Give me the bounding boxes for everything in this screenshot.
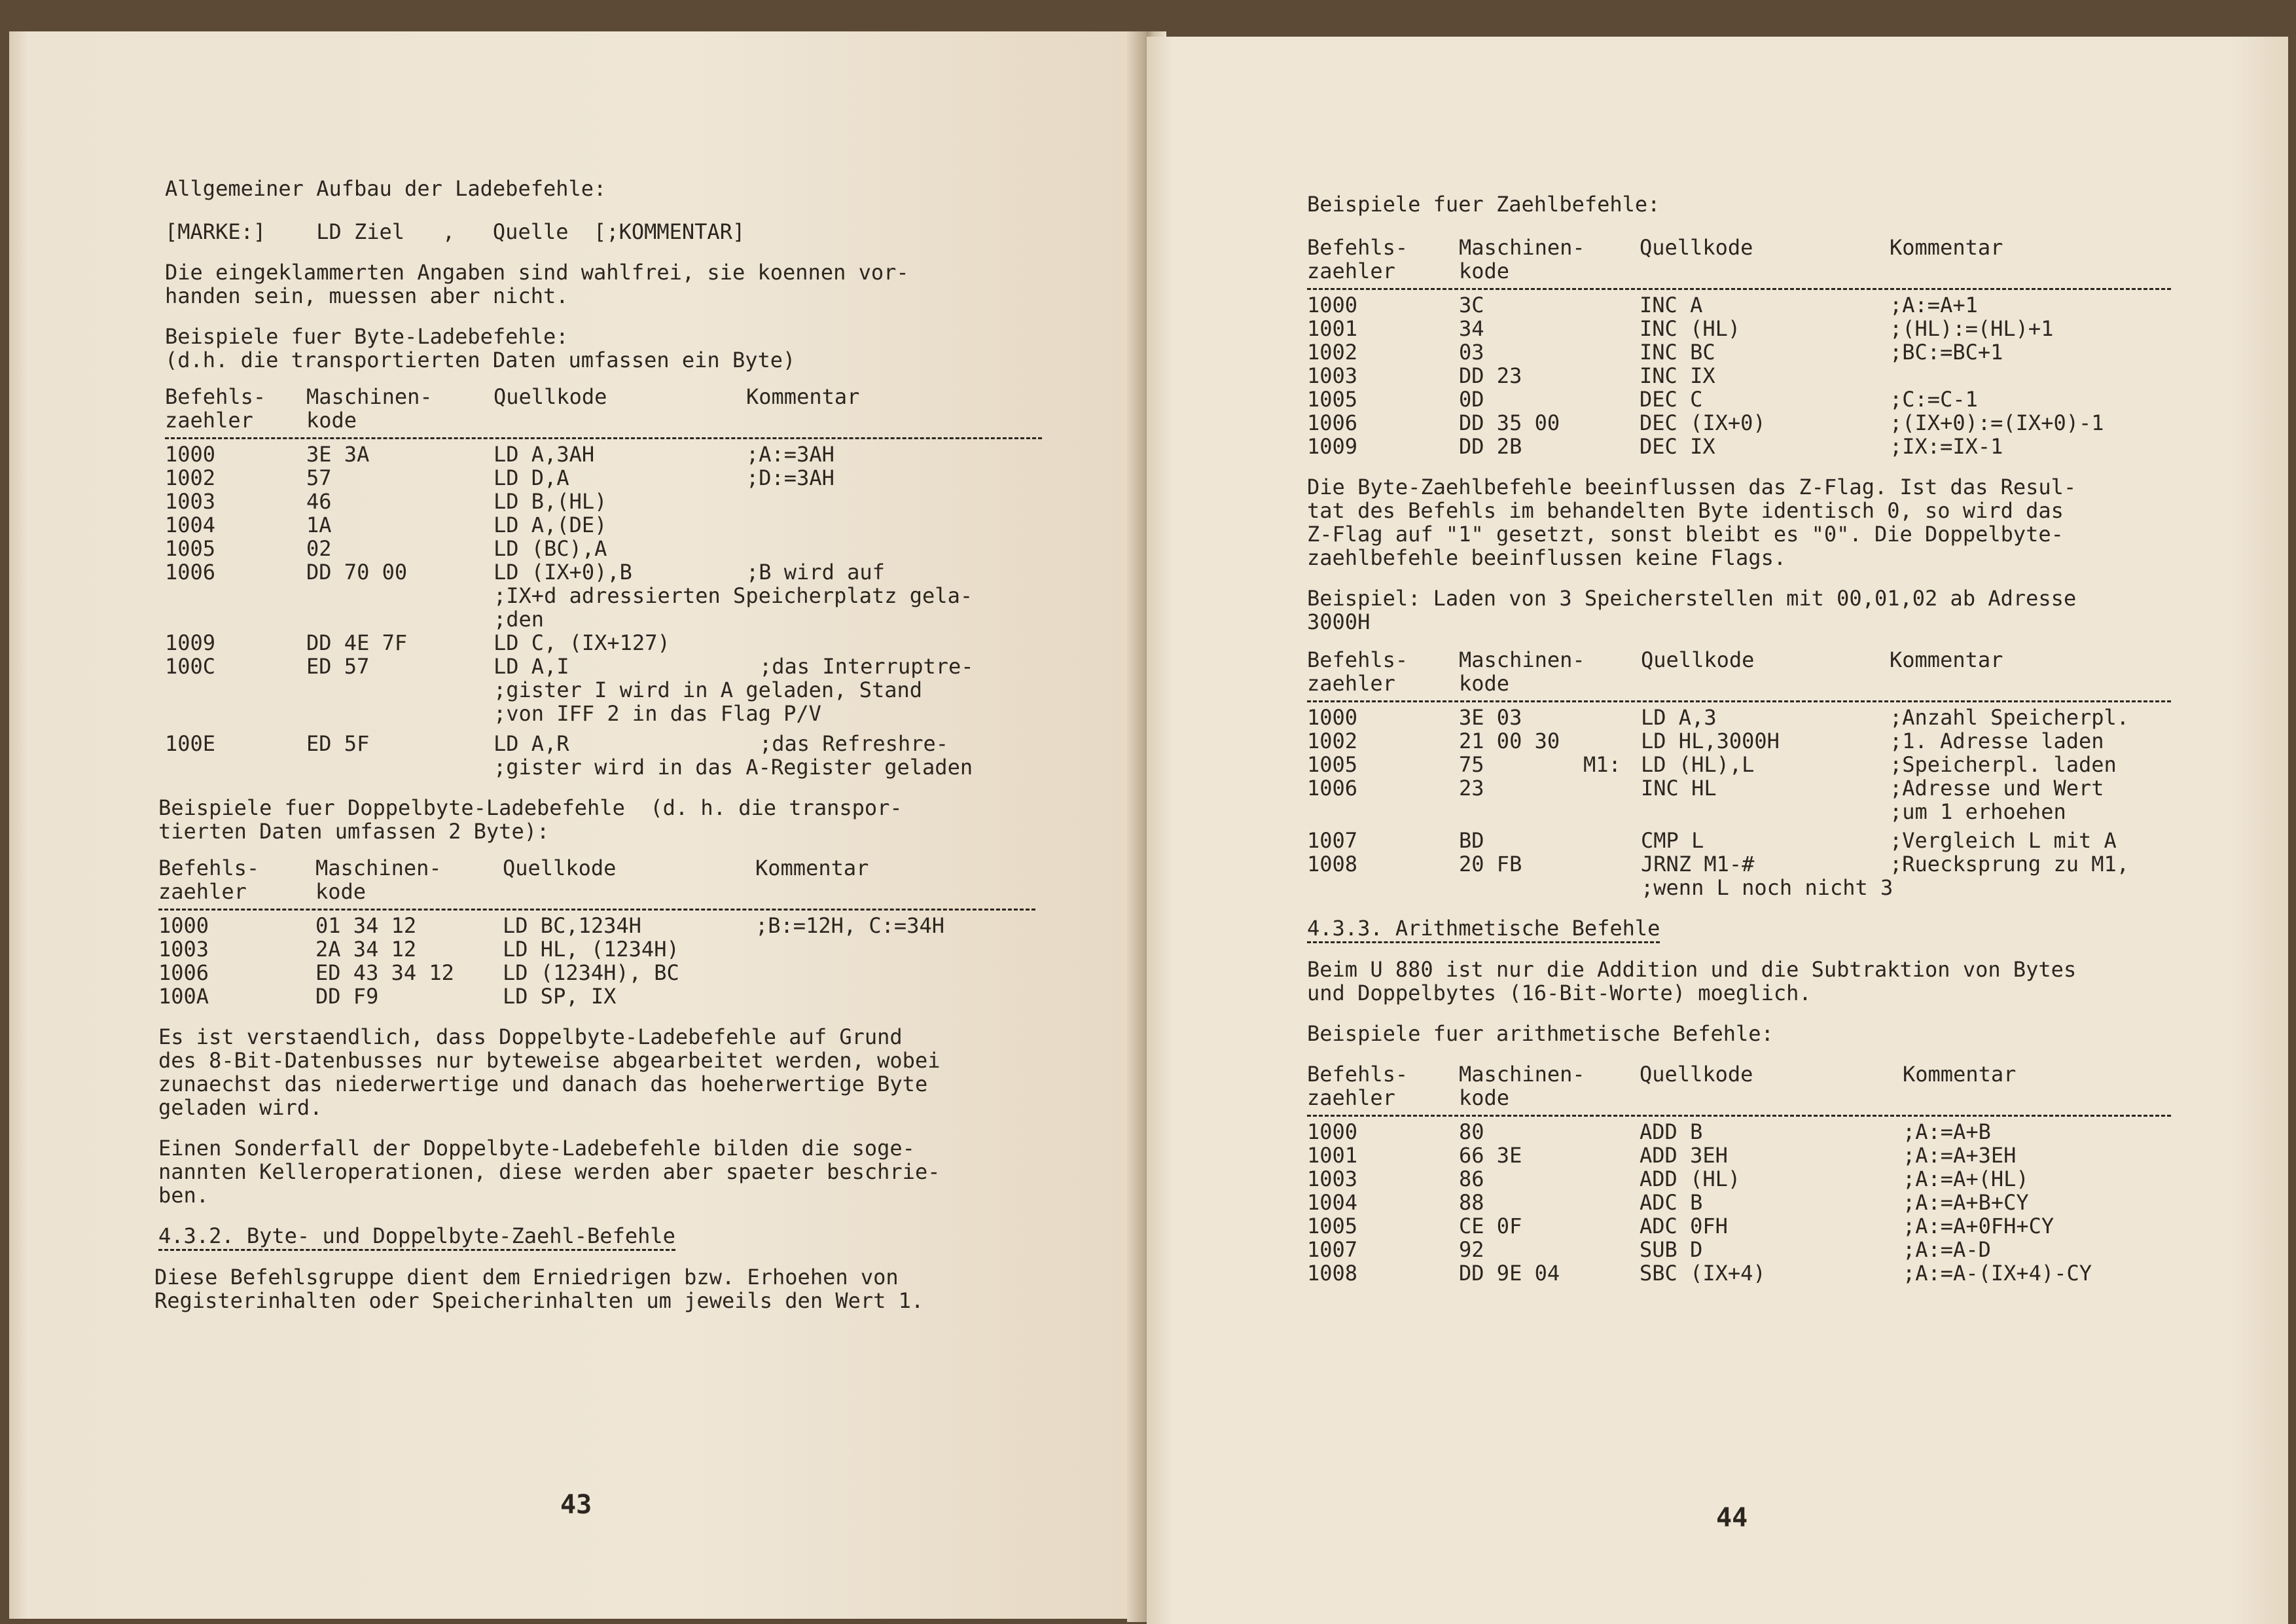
col-counter: Befehls- zaehler (1307, 647, 1408, 696)
col-comment: Kommentar (1890, 235, 2003, 260)
table-row: 1006 23 INC HL ;Adresse und Wert (1307, 776, 2104, 801)
table-row: 1006 DD 35 00 DEC (IX+0) ;(IX+0):=(IX+0)-1 (1307, 410, 2104, 435)
table-row: 1000 3C INC A ;A:=A+1 (1307, 293, 1978, 317)
table-row: 1007 92 SUB D ;A:=A-D (1307, 1237, 1991, 1262)
col-comment: Kommentar (1903, 1062, 2017, 1087)
table-row: 1008 DD 9E 04 SBC (IX+4) ;A:=A-(IX+4)-CY (1307, 1261, 2092, 1286)
col-counter: Befehls- zaehler (1307, 235, 1408, 283)
table-row: 1002 03 INC BC ;BC:=BC+1 (1307, 340, 2003, 365)
table-row: 1004 88 ADC B ;A:=A+B+CY (1307, 1190, 2029, 1215)
col-counter: Befehls- zaehler (1307, 1062, 1408, 1110)
load-syntax: [MARKE:] LD Ziel , Quelle [;KOMMENTAR] (165, 219, 745, 244)
table-row: 1001 34 INC (HL) ;(HL):=(HL)+1 (1307, 316, 2054, 341)
page-43-content (154, 176, 1081, 1329)
table-row: 1000 01 34 12 LD BC,1234H ;B:=12H, C:=34H (158, 913, 944, 938)
paragraph-byteweise: Es ist verstaendlich, dass Doppelbyte-Ladebefehle auf Grund des 8-Bit-Datenbusses nur byteweise abgearbeitet werden, wobei zunaechst das niederwertige und danach das hoeherwertige Byte geladen wird. (158, 1024, 941, 1120)
table-row: 100E ED 5F LD A,R ;das Refreshre- (165, 731, 948, 756)
table-row-continuation: ;IX+d adressierten Speicherplatz gela- ;den (493, 583, 973, 632)
col-counter: Befehls- zaehler (165, 384, 266, 433)
table-row: 1002 21 00 30 LD HL,3000H ;1. Adresse laden (1307, 729, 2104, 753)
table-row: 1002 57 LD D,A ;D:=3AH (165, 465, 834, 490)
col-counter: Befehls- zaehler (158, 856, 260, 904)
col-comment: Kommentar (755, 856, 869, 880)
intro-paragraph: Die eingeklammerten Angaben sind wahlfrei, sie koennen vor- handen sein, muessen aber nicht. (165, 260, 909, 308)
arithmetic-examples-title: Beispiele fuer arithmetische Befehle: (1307, 1021, 1774, 1046)
table-row: 1004 1A LD A,(DE) (165, 513, 607, 537)
table-row: 1003 2A 34 12 LD HL, (1234H) (158, 937, 679, 962)
table-row: 1006 ED 43 34 12 LD (1234H), BC (158, 960, 679, 985)
col-machine-code: Maschinen- kode (315, 856, 442, 904)
paragraph-befehlsgruppe: Diese Befehlsgruppe dient dem Erniedrigen bzw. Erhoehen von Registerinhalten oder Speicherinhalten um jeweils den Wert 1. (154, 1265, 924, 1313)
example-table (1307, 648, 2171, 899)
col-source-code: Quellkode (1640, 235, 1753, 260)
page-43 (9, 31, 1144, 1619)
table-row: 1008 20 FB JRNZ M1-# ;Ruecksprung zu M1, (1307, 852, 2130, 876)
table-row: 1000 80 ADD B ;A:=A+B (1307, 1119, 1991, 1144)
double-byte-load-title: Beispiele fuer Doppelbyte-Ladebefehle (d. h. die transpor- tierten Daten umfassen 2 Byte): (158, 795, 903, 844)
example-title: Beispiel: Laden von 3 Speicherstellen mit 00,01,02 ab Adresse 3000H (1307, 586, 2077, 634)
table-row: 100A DD F9 LD SP, IX (158, 984, 617, 1009)
byte-load-title: Beispiele fuer Byte-Ladebefehle: (d.h. die transportierten Daten umfassen ein Byte) (165, 324, 796, 372)
table-row: 1006 DD 70 00 LD (IX+0),B ;B wird auf (165, 560, 885, 585)
col-machine-code: Maschinen- kode (306, 384, 433, 433)
double-byte-load-table (158, 856, 1035, 1008)
arithmetic-table (1307, 1062, 2171, 1285)
table-row: 100C ED 57 LD A,I ;das Interruptre- (165, 654, 974, 679)
col-comment: Kommentar (746, 384, 860, 409)
table-row: 1003 DD 23 INC IX (1307, 363, 1715, 388)
table-row-continuation: ;um 1 erhoehen (1890, 799, 2066, 824)
table-row-continuation: ;wenn L noch nicht 3 (1641, 875, 1893, 900)
col-machine-code: Maschinen- kode (1459, 1062, 1585, 1110)
table-row: 1000 3E 3A LD A,3AH ;A:=3AH (165, 442, 834, 467)
paragraph-kelleroperationen: Einen Sonderfall der Doppelbyte-Ladebefehle bilden die soge- nannten Kelleroperationen, diese werden aber spaeter beschrie- ben. (158, 1136, 941, 1208)
col-machine-code: Maschinen- kode (1459, 235, 1585, 283)
count-examples-title: Beispiele fuer Zaehlbefehle: (1307, 192, 1660, 217)
section-heading-4-3-2: 4.3.2. Byte- und Doppelbyte-Zaehl-Befehle (158, 1224, 675, 1251)
table-row: 1000 3E 03 LD A,3 ;Anzahl Speicherpl. (1307, 705, 2130, 730)
col-comment: Kommentar (1890, 647, 2003, 672)
page-number: 44 (1716, 1503, 1748, 1533)
table-row: 1009 DD 2B DEC IX ;IX:=IX-1 (1307, 434, 2003, 459)
arithmetic-paragraph: Beim U 880 ist nur die Addition und die Subtraktion von Bytes und Doppelbytes (16-Bit-Worte) moeglich. (1307, 957, 2077, 1005)
load-general-title: Allgemeiner Aufbau der Ladebefehle: (165, 176, 607, 201)
page-44-content (1307, 192, 2236, 1302)
table-row-continuation: ;gister I wird in A geladen, Stand ;von IFF 2 in das Flag P/V (493, 677, 923, 726)
col-source-code: Quellkode (1641, 647, 1755, 672)
col-machine-code: Maschinen- kode (1459, 647, 1585, 696)
table-row: 1005 02 LD (BC),A (165, 536, 607, 561)
page-44 (1147, 37, 2288, 1624)
table-row: 1003 46 LD B,(HL) (165, 489, 607, 514)
col-source-code: Quellkode (503, 856, 617, 880)
jump-label: M1: (1583, 752, 1621, 777)
section-heading-4-3-3: 4.3.3. Arithmetische Befehle (1307, 916, 1660, 943)
count-table (1307, 236, 2171, 458)
byte-load-table (165, 385, 1042, 779)
table-row: 1005 75 M1: LD (HL),L ;Speicherpl. laden (1307, 752, 2117, 777)
table-row-continuation: ;gister wird in das A-Register geladen (493, 755, 973, 780)
table-row: 1005 0D DEC C ;C:=C-1 (1307, 387, 1978, 412)
page-number: 43 (560, 1490, 592, 1520)
col-source-code: Quellkode (1640, 1062, 1753, 1087)
table-row: 1007 BD CMP L ;Vergleich L mit A (1307, 828, 2117, 853)
table-row: 1005 CE 0F ADC 0FH ;A:=A+0FH+CY (1307, 1214, 2054, 1238)
col-source-code: Quellkode (493, 384, 607, 409)
table-row: 1001 66 3E ADD 3EH ;A:=A+3EH (1307, 1143, 2017, 1168)
table-row: 1009 DD 4E 7F LD C, (IX+127) (165, 630, 670, 655)
zaehlbefehle-paragraph: Die Byte-Zaehlbefehle beeinflussen das Z-Flag. Ist das Resul- tat des Befehls im behandelten Byte identisch 0, so wird das Z-Flag auf "1" gesetzt, sonst bleibt es "0". Die Doppelbyte- zaehlbefehle beeinflussen keine Flags. (1307, 475, 2077, 570)
table-row: 1003 86 ADD (HL) ;A:=A+(HL) (1307, 1166, 2029, 1191)
